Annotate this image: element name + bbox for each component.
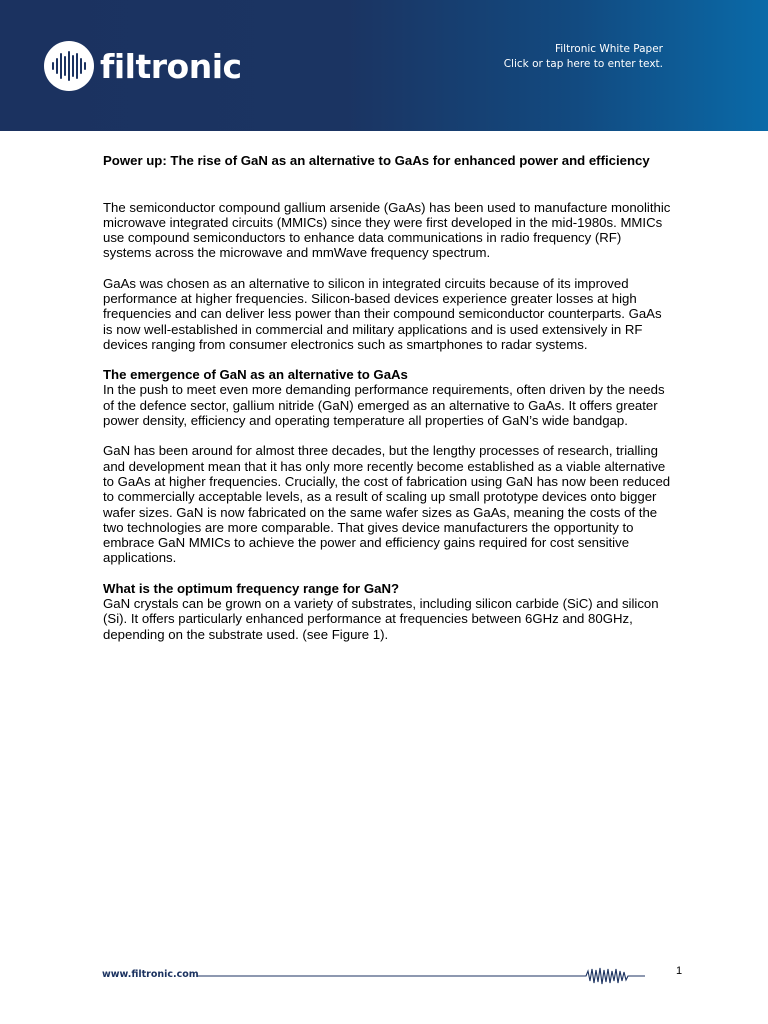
body-paragraph: GaN has been around for almost three decades, but the lengthy processes of research, trialling and development mean that it has only more recently become established as a viable alternative to GaAs at higher frequencies. Crucially, the cost of fabrication using GaN has now been reduced to commercially acceptable levels, as a result of scaling up small prototype devices onto bigger wafer sizes. GaN is now fabricated on the same wafer sizes as GaAs, meaning the costs of the two technologies are more comparable. That gives device manufacturers the opportunity to embrace GaN MMICs to achieve the power and efficiency gains required for cost sensitive applications. bbox=[103, 443, 671, 566]
section-heading: What is the optimum frequency range for GaN? bbox=[103, 580, 400, 596]
page-number: 1 bbox=[676, 965, 683, 977]
body-paragraph: GaN crystals can be grown on a variety of substrates, including silicon carbide (SiC) and silicon (Si). It offers particularly enhanced performance at frequencies between 6GHz and 80GHz, depending on the substrate used. (see Figure 1). bbox=[103, 596, 659, 642]
header-info bbox=[504, 42, 663, 72]
page-footer bbox=[0, 958, 768, 998]
body-paragraph: The semiconductor compound gallium arsenide (GaAs) has been used to manufacture monolithic microwave integrated circuits (MMICs) since they were first developed in the mid-1980s. MMICs use compound semiconductors to enhance data communications in radio frequency (RF) systems across the microwave and mmWave frequency spectrum. bbox=[103, 199, 671, 261]
document-type: Filtronic White Paper bbox=[554, 43, 663, 55]
section-heading: The emergence of GaN as an alternative to GaAs bbox=[103, 367, 408, 383]
document-title: Power up: The rise of GaN as an alternative to GaAs for enhanced power and efficiency bbox=[103, 153, 650, 168]
logo-wordmark: filtronic bbox=[100, 46, 242, 86]
document-body bbox=[103, 153, 671, 642]
text-placeholder-field[interactable]: Click or tap here to enter text. bbox=[503, 58, 663, 70]
filtronic-logo bbox=[44, 41, 242, 91]
body-paragraph: In the push to meet even more demanding performance requirements, often driven by the needs of the defence sector, gallium nitride (GaN) emerged as an alternative to GaAs. It offers greater power density, efficiency and operating temperature all properties of GaN’s wide bandgap. bbox=[103, 382, 665, 429]
body-paragraph: GaAs was chosen as an alternative to silicon in integrated circuits because of its improved performance at higher frequencies. Silicon-based devices experience greater losses at high frequencies and can deliver less power than their compound semiconductor counterparts. GaAs is now well-established in commercial and military applications and is used extensively in RF devices ranging from consumer electronics such as smartphones to radar systems. bbox=[103, 275, 662, 352]
website-link[interactable]: www.filtronic.com bbox=[102, 969, 199, 980]
page-header bbox=[0, 0, 768, 131]
waveform-icon bbox=[44, 41, 94, 91]
